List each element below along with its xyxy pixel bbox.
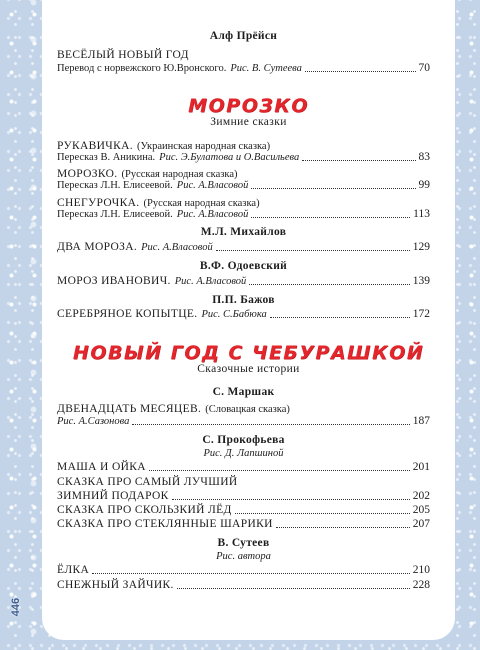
toc-entry-line xyxy=(57,564,430,577)
story-title-line xyxy=(57,166,430,179)
toc-entry-line xyxy=(57,275,430,288)
story-source: (Русская народная сказка) xyxy=(143,198,260,209)
dot-leader xyxy=(177,588,410,589)
translation-note: Перевод с норвежского Ю.Вронского. xyxy=(57,63,227,74)
story-title: ДВЕНАДЦАТЬ МЕСЯЦЕВ. xyxy=(57,403,202,415)
section-subtitle: Сказочные истории xyxy=(197,363,300,375)
dot-leader xyxy=(235,513,410,514)
story-title: МОРОЗ ИВАНОВИЧ. xyxy=(57,275,171,287)
page-ref: 139 xyxy=(412,275,430,287)
story-title: ВЕСЁЛЫЙ НОВЫЙ ГОД xyxy=(57,49,189,61)
illustrator: Рис. Д. Лапшиной xyxy=(203,448,284,459)
toc-entry-line xyxy=(57,62,430,75)
page-ref: 83 xyxy=(418,151,430,163)
dot-leader xyxy=(132,424,409,425)
author-name: В. Сутеев xyxy=(217,537,270,549)
author-name: В.Ф. Одоевский xyxy=(199,260,288,272)
dot-leader xyxy=(172,499,410,500)
page-ref: 201 xyxy=(412,461,430,473)
page-ref: 228 xyxy=(412,579,430,591)
toc-entry-line xyxy=(57,415,430,428)
toc-entry-line xyxy=(57,518,430,531)
illustrator: Рис. В. Сутеева xyxy=(230,63,302,74)
story-source: (Украинская народная сказка) xyxy=(137,141,271,152)
story-source: (Русская народная сказка) xyxy=(121,169,238,180)
story-title: ЁЛКА xyxy=(57,564,90,576)
author-name: С. Прокофьева xyxy=(202,434,285,446)
toc-entry-line xyxy=(57,179,430,192)
retelling-note: Пересказ Л.Н. Елисеевой. xyxy=(57,209,173,220)
author-name: П.П. Бажов xyxy=(212,294,275,306)
dot-leader xyxy=(305,71,416,72)
author-name: С. Маршак xyxy=(212,386,275,398)
page-ref: 129 xyxy=(412,241,430,253)
dot-leader xyxy=(276,527,410,528)
page-ref: 113 xyxy=(413,208,430,220)
story-title: СНЕГУРОЧКА. xyxy=(57,197,140,209)
page-ref: 70 xyxy=(418,62,430,74)
dot-leader xyxy=(302,160,415,161)
illustrator: Рис. А.Власовой xyxy=(141,242,213,253)
story-title: СКАЗКА ПРО СТЕКЛЯННЫЕ ШАРИКИ xyxy=(57,518,273,530)
dot-leader xyxy=(251,217,410,218)
author-name: Алф Прёйсн xyxy=(209,30,278,42)
story-title: ЗИМНИЙ ПОДАРОК xyxy=(57,490,169,502)
toc-entry-line xyxy=(57,241,430,254)
story-title: СЕРЕБРЯНОЕ КОПЫТЦЕ. xyxy=(57,308,198,320)
retelling-note: Пересказ В. Аникина. xyxy=(57,152,156,163)
toc-entry-line xyxy=(57,490,430,503)
page-ref: 202 xyxy=(412,490,430,502)
section-title: МОРОЗКО xyxy=(188,95,309,117)
story-source: (Словацкая сказка) xyxy=(205,404,290,415)
toc-entry-line xyxy=(57,208,430,221)
author-name: М.Л. Михайлов xyxy=(200,226,287,238)
page-ref: 99 xyxy=(418,179,430,191)
story-title: СНЕЖНЫЙ ЗАЙЧИК. xyxy=(57,579,174,591)
story-title-line xyxy=(57,195,430,208)
story-title: СКАЗКА ПРО СКОЛЬЗКИЙ ЛЁД xyxy=(57,504,232,516)
dot-leader xyxy=(251,188,415,189)
page-ref: 172 xyxy=(412,308,430,320)
section-title: НОВЫЙ ГОД С ЧЕБУРАШКОЙ xyxy=(72,342,425,364)
story-title: ДВА МОРОЗА. xyxy=(57,241,138,253)
story-title: СКАЗКА ПРО САМЫЙ ЛУЧШИЙ xyxy=(57,476,238,488)
toc-entry-line xyxy=(57,504,430,517)
illustrator: Рис. автора xyxy=(216,551,271,562)
page-ref: 210 xyxy=(412,564,430,576)
page-ref: 205 xyxy=(412,504,430,516)
page-ref: 207 xyxy=(412,518,430,530)
page-number: 446 xyxy=(10,597,22,617)
page-ref: 187 xyxy=(412,415,430,427)
story-title-line xyxy=(57,138,430,151)
illustrator: Рис. А.Власовой xyxy=(176,209,249,220)
story-title: МАША И ОЙКА xyxy=(57,461,146,473)
illustrator: Рис. А.Власовой xyxy=(176,180,249,191)
toc-entry-line xyxy=(57,579,430,592)
dot-leader xyxy=(249,284,409,285)
dot-leader xyxy=(270,317,410,318)
retelling-note: Пересказ Л.Н. Елисеевой. xyxy=(57,180,173,191)
illustrator: Рис. А.Власовой xyxy=(174,276,247,287)
illustrator: Рис. Э.Булатова и О.Васильева xyxy=(159,152,300,163)
section-subtitle: Зимние сказки xyxy=(210,116,287,128)
story-title: МОРОЗКО. xyxy=(57,168,118,180)
toc-entry-line xyxy=(57,461,430,474)
toc-entry-line xyxy=(57,308,430,321)
dot-leader xyxy=(149,470,410,471)
dot-leader xyxy=(92,573,410,574)
story-title-line xyxy=(57,401,430,414)
illustrator: Рис. А.Сазонова xyxy=(57,416,130,427)
toc-entry-line xyxy=(57,151,430,164)
story-title: РУКАВИЧКА. xyxy=(57,140,134,152)
dot-leader xyxy=(216,250,410,251)
illustrator: Рис. С.Бабюка xyxy=(201,309,267,320)
